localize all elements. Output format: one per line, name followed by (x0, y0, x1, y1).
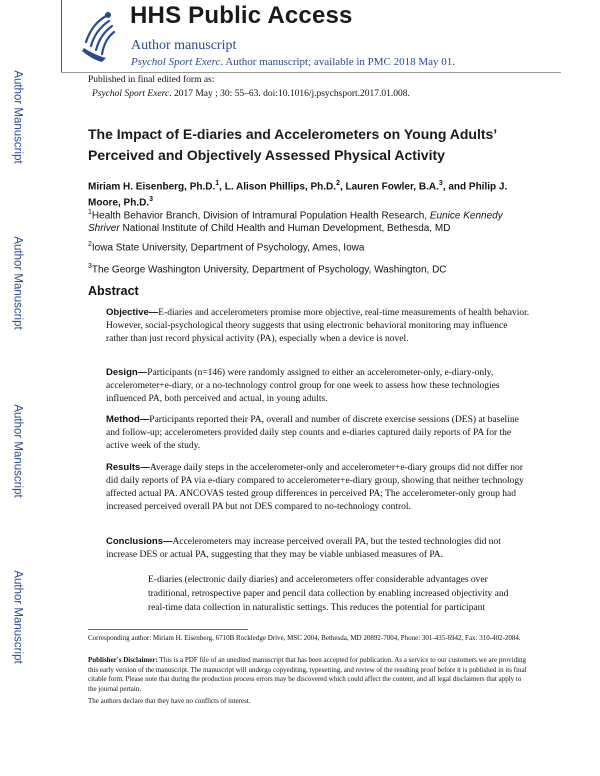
author-affiliation-marker: 2 (336, 180, 340, 187)
author-affiliation-marker: 1 (215, 180, 220, 187)
published-label: Published in final edited form as: (88, 75, 215, 85)
brand-title: HHS Public Access (130, 2, 353, 29)
author-name: Miriam H. Eisenberg, Ph.D. (88, 181, 216, 193)
author-separator: , (339, 181, 346, 193)
author-list (88, 177, 528, 210)
affiliation-2: $^2$Iowa State University, Department of Psychology, Ames, Iowa (88, 241, 365, 254)
author-affiliation-marker: 3 (149, 196, 154, 204)
footnote-divider (88, 629, 248, 630)
citation (92, 89, 410, 99)
abstract-conclusions: Conclusions—Accelerometers may increase perceived overall PA, but the tested technologies did not increase DES or actual PA, suggesting that they may be viable unbiased measures of PA. (106, 536, 501, 560)
abstract-method: Method—Participants reported their PA, overall and number of discrete exercise sessions (DES) at baseline and follow-up; accelerometers provided daily step counts and e-diaries captured daily reports of PA for the active week of the study. (106, 414, 519, 451)
abstract-results: Results—Average daily steps in the accelerometer-only and accelerometer+e-diary groups did not differ nor did daily reports of PA via e-diary compared to accelerometer+e-diary group, showing that neither technology affected actual PA. ANCOVAS tested group differences in perceived PA; The accelerometer-only group had increased perceived overall PA but not DES compared to no-technology control. (106, 462, 524, 512)
journal-name[interactable]: Psychol Sport Exerc (131, 56, 221, 68)
intro-paragraph: E-diaries (electronic daily diaries) and accelerometers offer considerable advantages over traditional, retrospective paper and pencil data collection by enabling increased objectivity and real-time data collection in naturalistic settings. This reduces the potential for participant (148, 575, 509, 613)
citation-journal: Psychol Sport Exerc (92, 89, 170, 99)
article-title: The Impact of E-diaries and Accelerometers on Young Adults’ Perceived and Objectively Assessed Physical Activity (88, 126, 497, 163)
corresponding-author-note: Corresponding author: Miriam H. Eisenberg, 6710B Rockledge Drive, MSC 2004, Bethesda, MD 20892-7004, Phone: 301-435-6942, Fax: 310-402-2084. (88, 634, 521, 642)
author-name: Philip J. Moore, Ph.D. (88, 181, 508, 209)
affiliation-3: $^3$The George Washington University, Department of Psychology, Washington, DC (88, 263, 447, 276)
abstract-heading: Abstract (88, 284, 139, 298)
conflict-of-interest-note: The authors declare that they have no conflicts of interest. (88, 697, 251, 705)
author-name: Lauren Fowler, B.A. (345, 181, 439, 193)
side-label-author-manuscript: Author Manuscript (12, 570, 25, 664)
manuscript-type: Author manuscript (131, 38, 237, 53)
abstract-objective: Objective—E-diaries and accelerometers promise more objective, real-time measurements of health behavior. However, social-psychological theory suggests that using electronic behavioral monitoring may influence rather than just record physical activity (PA), especially when a device is novel. (106, 307, 530, 344)
citation-details: . 2017 May ; 30: 55–63. doi:10.1016/j.psychsport.2017.01.008. (169, 89, 410, 99)
abstract-design: Design—Participants (n=146) were randomly assigned to either an accelerometer-only, e-diary-only, accelerometer+e-diary, or a no-technology control group for one week to assess how these technologies influenced PA, both perceived and actual, in young adults. (106, 367, 500, 404)
header-divider (61, 72, 561, 73)
author-separator: , (219, 181, 225, 193)
side-label-author-manuscript: Author Manuscript (12, 404, 25, 498)
availability-text: . Author manuscript; available in PMC 2018 May 01. (220, 56, 456, 68)
author-separator: , and (442, 181, 469, 193)
publisher-disclaimer: Publisher's Disclaimer: This is a PDF file of an unedited manuscript that has been accepted for publication. As a service to our customers we are providing this early version of the manuscript. The manuscript will undergo copyediting, typesetting, and review of the resulting proof before it is published in its final citable form. Please note that during the production process errors may be discovered which could affect the content, and all legal disclaimers that apply to the journal pertain. (88, 656, 527, 693)
author-name: L. Alison Phillips, Ph.D. (224, 181, 337, 193)
header-left-rule (61, 0, 62, 72)
side-label-author-manuscript: Author Manuscript (12, 236, 25, 330)
side-label-author-manuscript: Author Manuscript (12, 70, 25, 164)
author-affiliation-marker: 3 (438, 180, 443, 187)
hhs-eagle-icon (76, 8, 122, 64)
journal-availability (131, 56, 455, 68)
affiliation-1: $^1$Health Behavior Branch, Division of Intramural Population Health Research, Eunice Kennedy Shriver National Institute of Child Health and Human Development, Bethesda, MD (88, 209, 503, 235)
